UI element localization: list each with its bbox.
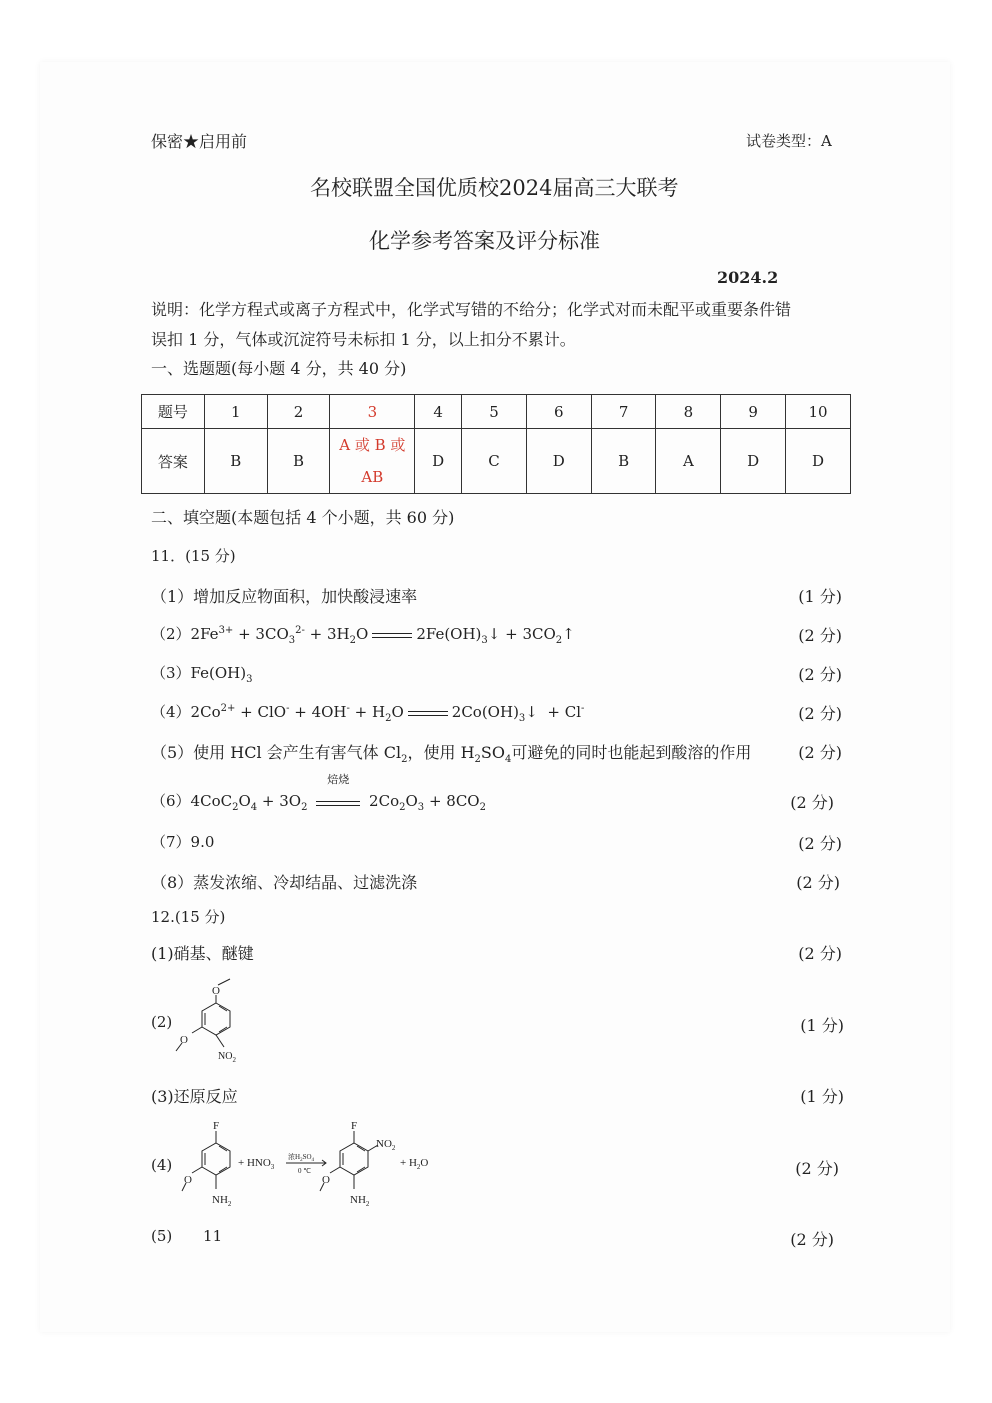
table-cell: 8 xyxy=(656,395,721,429)
table-cell: 2 xyxy=(267,395,330,429)
condition-text: 焙烧 xyxy=(327,773,350,786)
eq-term: 2Fe xyxy=(190,625,219,643)
eq-term: 2Co xyxy=(369,792,400,810)
q12-score-2: (1 分) xyxy=(800,1016,844,1035)
q11-item-4: $(4)2Co^{2+} + ClO^- + 4OH^- + H_2O$ $2Co(OH)_3↓ + Cl^-$ xyxy=(151,703,585,724)
oxygen-label: O xyxy=(180,1034,188,1046)
q12-score-4: (2 分) xyxy=(795,1159,839,1178)
table-cell: B xyxy=(267,429,330,494)
item-label: （6） xyxy=(151,792,191,810)
nitro-text: NO xyxy=(218,1051,233,1062)
eq-term: SO xyxy=(480,743,505,762)
structure-2-diagram xyxy=(172,975,242,1067)
q11-score-8: (2 分) xyxy=(796,873,840,892)
eq-term: + 3O xyxy=(261,792,302,810)
q12-score-5: (2 分) xyxy=(790,1230,834,1249)
q11-item-3: $(3)Fe(OH)_3$ xyxy=(151,664,253,685)
condition-text: SO xyxy=(302,1153,312,1161)
q12-item-4: (4) xyxy=(151,1156,173,1174)
table-cell: D xyxy=(415,429,462,494)
q11-item-2: $(2)2Fe^{3+} + 3CO_3^{2-} + 3H_2O$ $2Fe(OH)_3↓$ + $3CO_2↑$ xyxy=(151,625,575,646)
eq-term: + ClO xyxy=(240,703,287,721)
fluorine-label: F xyxy=(351,1120,358,1132)
note-line-1: 说明：化学方程式或离子方程式中，化学式写错的不给分；化学式对而未配平或重要条件错 xyxy=(151,300,792,319)
page-title: 名校联盟全国优质校2024届高三大联考 xyxy=(310,176,679,200)
paper-type-label: 试卷类型：A xyxy=(746,132,832,150)
date-label: 2024.2 xyxy=(717,268,779,287)
eq-term: + H xyxy=(354,703,386,721)
q11-score-6: (2 分) xyxy=(790,793,834,812)
eq-term: 2Co(OH) xyxy=(451,703,519,721)
nitric-acid-label: + $HNO_3$ xyxy=(238,1157,275,1171)
q12-item-1: (1)硝基、醚键 xyxy=(151,944,254,963)
item-label: （2） xyxy=(151,625,191,643)
amino-label: $NH_2$ xyxy=(212,1194,232,1208)
condition-top: 浓$H_2SO_4$ xyxy=(288,1153,315,1163)
q11-item-6: $(6)4CoC_2O_4 + 3O_2$ 焙烧 $2Co_2O_3 + 8CO_2$ xyxy=(151,773,486,813)
table-cell: D xyxy=(721,429,786,494)
eq-term: + 3H xyxy=(309,625,350,643)
nitro-text: NO xyxy=(376,1138,392,1150)
reaction-condition xyxy=(316,773,360,811)
q11-item-5: （5）使用 HCl 会产生有害气体 $Cl_2$，使用 $H_2SO_4$可避免的同时也能起到酸溶的作用 xyxy=(151,743,752,766)
eq-term: + 3CO xyxy=(238,625,289,643)
table-cell: B xyxy=(204,429,267,494)
amino-label: $NH_2$ xyxy=(350,1194,370,1208)
oxygen-label: O xyxy=(212,985,220,997)
condition-bottom: 0 ℃ xyxy=(298,1167,312,1175)
item-label: (5) xyxy=(151,1227,173,1245)
answer3-line2: AB xyxy=(361,468,384,486)
q11-item-8: （8）蒸发浓缩、冷却结晶、过滤洗涤 xyxy=(151,873,418,892)
q11-score-3: (2 分) xyxy=(798,665,842,684)
note-line-2: 误扣 1 分，气体或沉淀符号未标扣 1 分，以上扣分不累计。 xyxy=(151,330,576,349)
water-text: + H xyxy=(400,1157,417,1169)
nitro-label: $NO_2$ xyxy=(218,1051,236,1064)
table-cell: 10 xyxy=(786,395,851,429)
amino-text: NH xyxy=(350,1194,366,1206)
eq-term: + 8CO xyxy=(428,792,480,810)
q11-score-2: (2 分) xyxy=(798,626,842,645)
table-cell: D xyxy=(786,429,851,494)
nitro-label: $NO_2$ xyxy=(376,1138,396,1152)
answer3-line1: A 或 B 或 xyxy=(339,436,406,454)
table-row-questions xyxy=(142,395,851,429)
q11-heading: 11．(15 分) xyxy=(151,547,236,565)
fluorine-label: F xyxy=(213,1120,220,1132)
table-cell-highlight xyxy=(330,429,415,494)
q11-item-1: （1）增加反应物面积，加快酸浸速率 xyxy=(151,587,418,606)
nitric-acid-text: + HNO xyxy=(238,1157,271,1169)
table-header-cell: 题号 xyxy=(142,395,205,429)
answer-table xyxy=(141,394,851,494)
table-cell-highlight: 3 xyxy=(330,395,415,429)
q12-item-3: (3)还原反应 xyxy=(151,1087,238,1106)
eq-term: Fe(OH) xyxy=(190,664,247,682)
item-label: （3） xyxy=(151,664,191,682)
table-cell: 9 xyxy=(721,395,786,429)
table-cell: A xyxy=(656,429,721,494)
table-cell: B xyxy=(591,429,656,494)
section2-heading: 二、填空题(本题包括 4 个小题，共 60 分) xyxy=(151,508,455,527)
answer-value: 11 xyxy=(203,1227,223,1245)
eq-term: 可避免的同时也能起到酸溶的作用 xyxy=(511,743,752,762)
table-cell: 6 xyxy=(526,395,591,429)
q11-item-7: （7）9.0 xyxy=(151,833,215,851)
eq-term: + 3CO xyxy=(505,625,556,643)
condition-text: 浓H xyxy=(288,1153,301,1161)
water-label: + $H_2O$ xyxy=(400,1157,429,1171)
q11-score-4: (2 分) xyxy=(798,704,842,723)
q12-heading: 12.(15 分) xyxy=(151,908,226,926)
table-header-cell: 答案 xyxy=(142,429,205,494)
eq-term: 4CoC xyxy=(190,792,233,810)
table-cell: 5 xyxy=(462,395,527,429)
q11-score-7: (2 分) xyxy=(798,834,842,853)
item-label: （5）使用 HCl 会产生有害气体 Cl xyxy=(151,743,402,762)
confidential-label: 保密★启用前 xyxy=(151,132,248,151)
table-cell: C xyxy=(462,429,527,494)
table-cell: 7 xyxy=(591,395,656,429)
oxygen-label: O xyxy=(322,1174,330,1186)
q12-score-1: (2 分) xyxy=(798,944,842,963)
amino-text: NH xyxy=(212,1194,228,1206)
q11-score-1: (1 分) xyxy=(798,587,842,606)
table-cell: 1 xyxy=(204,395,267,429)
table-row-answers xyxy=(142,429,851,494)
table-cell: D xyxy=(526,429,591,494)
item-label: （4） xyxy=(151,703,191,721)
q12-item-2: (2) xyxy=(151,1013,173,1031)
oxygen-label: O xyxy=(184,1174,192,1186)
eq-term: 2Fe(OH) xyxy=(416,625,482,643)
eq-term: ，使用 H xyxy=(407,743,475,762)
eq-term: 2Co xyxy=(190,703,221,721)
q12-item-5 xyxy=(151,1227,222,1245)
page-subtitle: 化学参考答案及评分标准 xyxy=(369,229,600,253)
eq-term: + 4OH xyxy=(294,703,347,721)
section1-heading: 一、选题题(每小题 4 分，共 40 分) xyxy=(151,359,407,378)
table-cell: 4 xyxy=(415,395,462,429)
q12-score-3: (1 分) xyxy=(800,1087,844,1106)
eq-term: + Cl xyxy=(547,703,582,721)
structure-4-reaction-diagram xyxy=(176,1117,438,1213)
q11-score-5: (2 分) xyxy=(798,743,842,762)
